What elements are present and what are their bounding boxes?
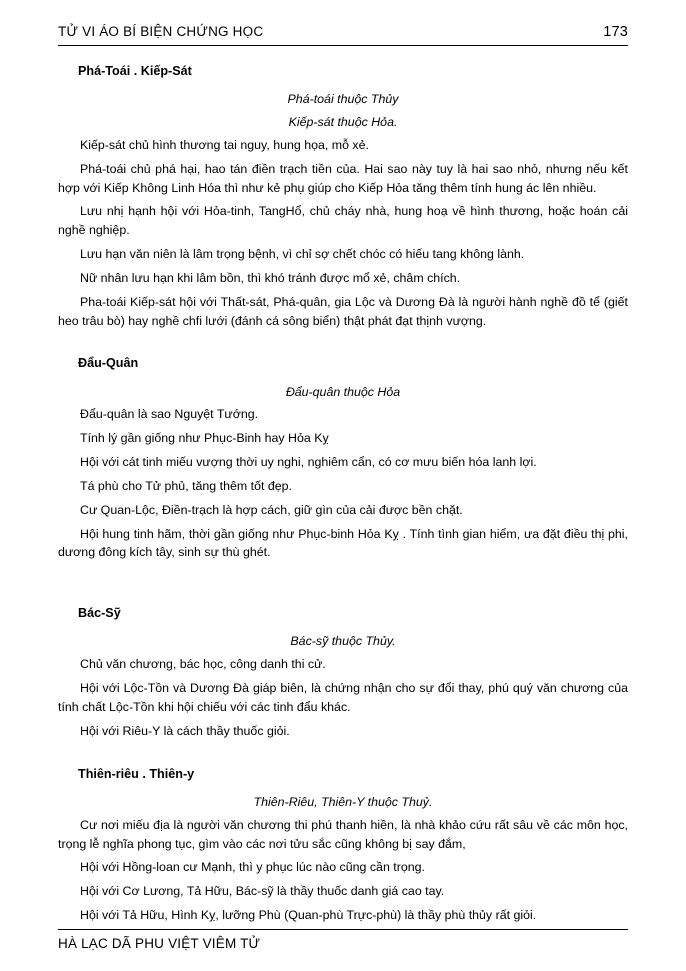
paragraph: Hội hung tinh hãm, thời gần giống như Phục-binh Hỏa Kỵ . Tính tình gian hiểm, ưa đặt điều thị phi, dương đông kích tây, sinh sự thù ghét. [58,526,628,560]
section-heading: Thiên-riêu . Thiên-y [78,766,195,781]
document-body [58,62,628,925]
section-heading: Phá-Toái . Kiếp-Sát [78,64,192,78]
page-footer [58,929,628,951]
header-title: TỬ VI ÁO BÍ BIỆN CHỨNG HỌC [58,24,264,39]
paragraph: Hội với Cơ Lương, Tả Hữu, Bác-sỹ là thầy thuốc danh giá cao tay. [80,884,445,899]
section-spacer [58,332,628,354]
section-subtitle: Phá-toái thuộc Thủy [287,92,399,107]
paragraph: Pha-toái Kiếp-sát hội với Thất-sát, Phá-quân, gia Lộc và Dương Đà là người hành nghề đồ tể (giết heo trâu bò) hay nghề chfi lưới (đánh cá sông biển) thật phát đạt thịnh vượng. [58,294,628,328]
paragraph: Hội với Tả Hữu, Hình Kỵ, lưỡng Phù (Quan-phù Trực-phù) là thầy phù thủy rất giỏi. [80,908,537,923]
paragraph: Nữ nhân lưu hạn khi lâm bồn, thì khó tránh được mổ xẻ, châm chích. [80,270,461,285]
section-subtitle: Đẩu-quân thuộc Hỏa [285,384,401,399]
paragraph: Lưu hạn văn niên là lâm trọng bệnh, vì chỉ sợ chết chóc có hiếu tang không lành. [80,247,525,262]
paragraph: Chủ văn chương, bác học, công danh thi cử. [80,657,326,672]
section-spacer [58,743,628,765]
paragraph: Lưu nhị hạnh hội với Hỏa-tinh, TangHổ, chủ cháy nhà, hung hoạ về hình thương, hoặc hoán cải nghề nghiệp. [58,204,628,238]
section-subtitle: Bác-sỹ thuộc Thủy. [290,634,396,649]
paragraph: Hội với cát tinh miếu vượng thời uy nghi, nghiêm cẩn, có cơ mưu biến hóa lanh lợi. [80,455,537,470]
section-thien-rieu-thien-y [58,765,628,925]
section-spacer [58,564,628,604]
paragraph: Đẩu-quân là sao Nguyệt Tướng. [80,407,259,422]
paragraph: Tá phù cho Tử phủ, tăng thêm tốt đẹp. [80,478,292,493]
section-subtitle: Kiếp-sát thuộc Hỏa. [288,114,398,129]
header-page-number: 173 [603,24,628,40]
paragraph: Tính lý gần giống như Phục-Binh hay Hỏa Kỵ [80,431,329,446]
paragraph: Hội với Hồng-loan cư Mạnh, thì y phục lúc nào cũng cần trọng. [80,860,425,875]
paragraph: Cư nơi miếu địa là người văn chương thi phú thanh hiền, là nhà khảo cứu rất sâu về các môn học, trọng lễ nghĩa phong tục, gìm vào các nơi tửu sắc cũng không bị say đắm, [58,817,628,851]
section-bac-sy [58,604,628,740]
paragraph: Cư Quan-Lộc, Điền-trạch là hợp cách, giữ gìn của cải được bền chặt. [80,502,463,517]
paragraph: Hội với Lộc-Tồn và Dương Đà giáp biên, là chứng nhận cho sự đổi thay, phú quý văn chương của tính chất Lộc-Tồn khi hội chiếu với các tinh đẩu khác. [58,681,628,714]
paragraph: Phá-toái chủ phá hại, hao tán điền trạch tiền của. Hai sao này tuy là hai sao nhỏ, nhưng nếu kết hợp với Kiếp Không Linh Hóa thì như kẻ phụ giúp cho Kiếp Hỏa tăng thêm tính hung ác lên nhiều. [58,161,628,195]
page-header [58,24,628,45]
section-pha-toai-kiep-sat [58,62,628,330]
paragraph: Kiếp-sát chủ hình thương tai nguy, hung họa, mỗ xẻ. [80,137,369,152]
section-heading: Bác-Sỹ [78,606,121,621]
section-heading: Đẩu-Quân [78,356,139,371]
footer-text: HÀ LẠC DÃ PHU VIỆT VIÊM TỬ [58,936,261,951]
header-divider [58,45,628,46]
section-subtitle: Thiên-Riêu, Thiên-Y thuộc Thuỷ. [253,794,433,809]
section-dau-quan [58,354,628,562]
footer-divider [58,929,628,930]
paragraph: Hội với Riêu-Y là cách thầy thuốc giỏi. [80,723,290,738]
